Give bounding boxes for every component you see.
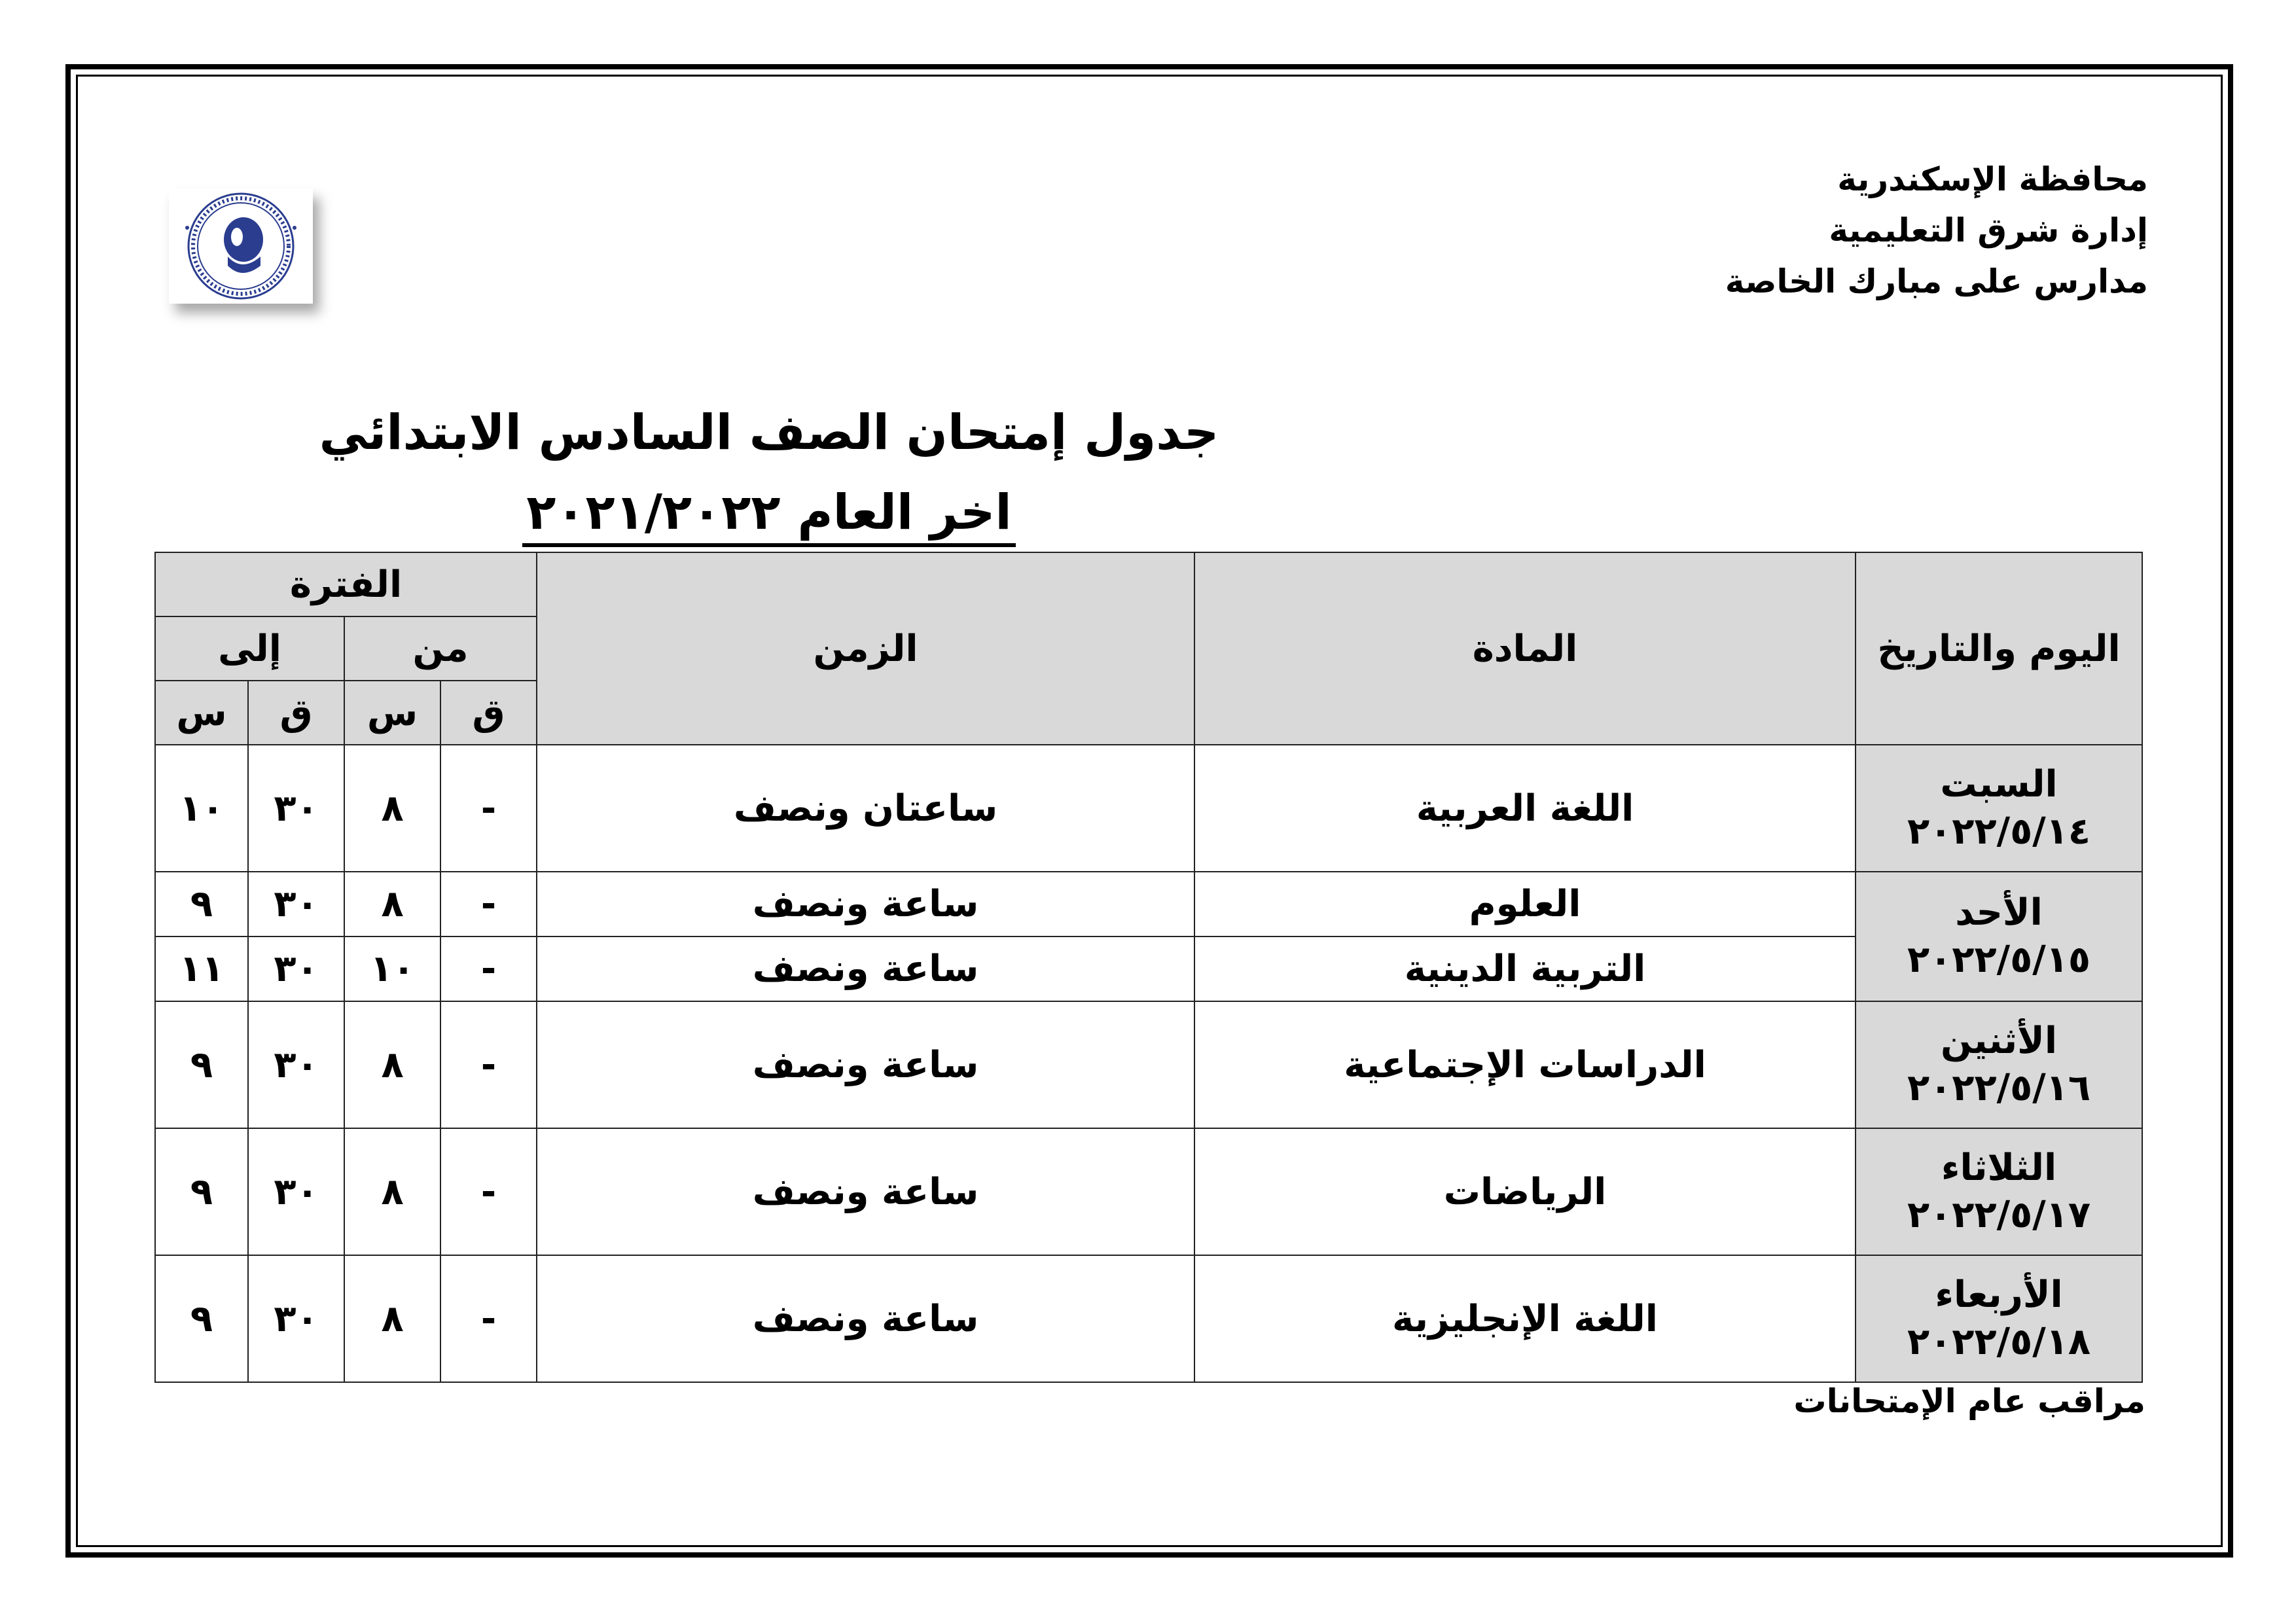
duration-cell: ساعة ونصف (537, 936, 1194, 1001)
day-name: الأربعاء (1935, 1274, 2063, 1316)
table-row (155, 1255, 2142, 1382)
governorate-name: محافظة الإسكندرية (1837, 160, 2148, 198)
schedule-year-wrap (0, 483, 1538, 547)
day-cell (1856, 1001, 2142, 1128)
from-hour-cell: ٨ (344, 1128, 440, 1255)
duration-cell: ساعة ونصف (537, 1255, 1194, 1382)
school-logo (169, 188, 313, 304)
to-hour-cell: ١٠ (155, 745, 248, 872)
to-minute-cell: ٣٠ (248, 1255, 344, 1382)
day-cell (1856, 1255, 2142, 1382)
day-cell (1856, 1128, 2142, 1255)
from-hour-cell: ١٠ (344, 936, 440, 1001)
header-duration: الزمن (537, 552, 1194, 745)
day-cell (1856, 872, 2142, 1001)
to-minute-cell: ٣٠ (248, 872, 344, 936)
header-from: من (344, 616, 537, 681)
day-date: ٢٠٢٢/٥/١٤ (1907, 810, 2091, 853)
from-hour-cell: ٨ (344, 1255, 440, 1382)
table-row (155, 936, 2142, 1001)
header-to: إلى (155, 616, 344, 681)
day-cell (1856, 745, 2142, 872)
header-subject: المادة (1194, 552, 1856, 745)
header-period: الفترة (155, 552, 537, 616)
header-from-hour: س (344, 681, 440, 745)
schedule-title: جدول إمتحان الصف السادس الابتدائي (319, 404, 1219, 461)
day-date: ٢٠٢٢/٥/١٥ (1907, 938, 2091, 981)
to-hour-cell: ٩ (155, 1255, 248, 1382)
header-day-date: اليوم والتاريخ (1856, 552, 2142, 745)
to-minute-cell: ٣٠ (248, 936, 344, 1001)
to-hour-cell: ٩ (155, 1001, 248, 1128)
duration-cell: ساعة ونصف (537, 1128, 1194, 1255)
subject-cell: العلوم (1194, 872, 1856, 936)
from-minute-cell: - (440, 936, 537, 1001)
school-header (1725, 154, 2148, 307)
school-seal-icon (169, 188, 313, 304)
duration-cell: ساعة ونصف (537, 872, 1194, 936)
to-minute-cell: ٣٠ (248, 1128, 344, 1255)
from-hour-cell: ٨ (344, 872, 440, 936)
duration-cell: ساعتان ونصف (537, 745, 1194, 872)
day-date: ٢٠٢٢/٥/١٨ (1907, 1321, 2091, 1363)
subject-cell: التربية الدينية (1194, 936, 1856, 1001)
exam-supervisor-signature: مراقب عام الإمتحانات (1793, 1382, 2145, 1420)
table-row (155, 872, 2142, 936)
duration-cell: ساعة ونصف (537, 1001, 1194, 1128)
table-row (155, 745, 2142, 872)
header-to-hour: س (155, 681, 248, 745)
table-row (155, 1001, 2142, 1128)
schedule-year: اخر العام ٢٠٢١/٢٠٢٢ (522, 483, 1016, 547)
day-date: ٢٠٢٢/٥/١٧ (1907, 1194, 2091, 1236)
from-hour-cell: ٨ (344, 1001, 440, 1128)
subject-cell: اللغة الإنجليزية (1194, 1255, 1856, 1382)
from-minute-cell: - (440, 872, 537, 936)
from-minute-cell: - (440, 1001, 537, 1128)
administration-name: إدارة شرق التعليمية (1829, 211, 2148, 249)
from-hour-cell: ٨ (344, 745, 440, 872)
to-minute-cell: ٣٠ (248, 745, 344, 872)
day-date: ٢٠٢٢/٥/١٦ (1907, 1067, 2091, 1109)
to-minute-cell: ٣٠ (248, 1001, 344, 1128)
to-hour-cell: ١١ (155, 936, 248, 1001)
table-row (155, 1128, 2142, 1255)
to-hour-cell: ٩ (155, 872, 248, 936)
subject-cell: اللغة العربية (1194, 745, 1856, 872)
header-to-minute: ق (248, 681, 344, 745)
to-hour-cell: ٩ (155, 1128, 248, 1255)
school-name: مدارس على مبارك الخاصة (1725, 262, 2148, 300)
day-name: الأحد (1955, 891, 2043, 934)
from-minute-cell: - (440, 1255, 537, 1382)
subject-cell: الدراسات الإجتماعية (1194, 1001, 1856, 1128)
subject-cell: الرياضات (1194, 1128, 1856, 1255)
header-from-minute: ق (440, 681, 537, 745)
day-name: السبت (1940, 763, 2058, 806)
from-minute-cell: - (440, 1128, 537, 1255)
from-minute-cell: - (440, 745, 537, 872)
exam-schedule-table (154, 552, 2143, 1383)
day-name: الأثنين (1941, 1020, 2058, 1062)
day-name: الثلاثاء (1941, 1147, 2057, 1189)
